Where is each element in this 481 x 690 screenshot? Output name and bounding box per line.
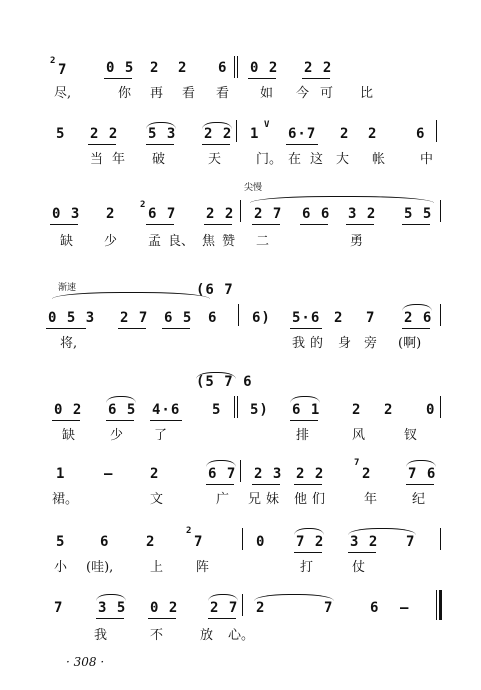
note: 0 5 [106, 60, 135, 76]
note: 1 [56, 466, 66, 482]
lyric: 看 [216, 86, 230, 101]
note: 5 [56, 534, 66, 550]
lyric: 门。 [256, 152, 283, 167]
grace-note: 2 [140, 200, 146, 210]
barline [436, 120, 437, 142]
lyric: 帐 [372, 152, 386, 167]
lyric: 我 [94, 628, 108, 643]
note: 4·6 [152, 402, 181, 418]
barline [440, 396, 441, 418]
slur [146, 122, 176, 129]
lyric: 二 [256, 234, 270, 249]
beam [300, 224, 328, 225]
note: 0 2 [54, 402, 83, 418]
beam [286, 144, 318, 145]
note: 0 [426, 402, 436, 418]
breath-mark: V [264, 120, 270, 130]
lyric: 他 [294, 492, 308, 507]
note: 2 [362, 466, 372, 482]
beam [402, 328, 430, 329]
note: 2 2 [90, 126, 119, 142]
beam [148, 618, 176, 619]
lyric: 将, [60, 336, 78, 351]
lyric: 兄 [248, 492, 262, 507]
note: 0 5 3 [48, 310, 96, 326]
lyric: 当 [90, 152, 104, 167]
barline [242, 594, 243, 616]
note: 6 7 [148, 206, 177, 222]
note: 2 [146, 534, 156, 550]
lyric: 再 [150, 86, 164, 101]
lyric: 看 [182, 86, 196, 101]
beam [118, 328, 146, 329]
note: 2 2 [296, 466, 325, 482]
lyric: 不 [150, 628, 164, 643]
note: 5·6 [292, 310, 321, 326]
beam [402, 224, 430, 225]
note: 7 [194, 534, 204, 550]
lyric: 仗 [352, 560, 366, 575]
note: 5 3 [148, 126, 177, 142]
note: 1 [250, 126, 260, 142]
lyric: 比 [360, 86, 374, 101]
beam [290, 420, 318, 421]
note: 7 [54, 600, 64, 616]
lyric: 纪 [412, 492, 426, 507]
slur [52, 292, 210, 299]
note: 7 [324, 600, 334, 616]
note: 2 [178, 60, 188, 76]
tempo-marking: 渐速 [58, 283, 77, 293]
slur [348, 528, 416, 535]
note: 2 2 [304, 60, 333, 76]
lyric: 赞 [222, 234, 236, 249]
beam [348, 552, 376, 553]
lyric: 上 [150, 560, 164, 575]
tempo-marking: 尖慢 [244, 183, 263, 193]
lyric: 打 [300, 560, 314, 575]
music-system-3 [0, 180, 481, 260]
note: 3 2 [348, 206, 377, 222]
grace-note: 7 [354, 458, 360, 468]
note: (6 7 [196, 282, 234, 298]
beam [146, 224, 174, 225]
barline [238, 304, 239, 326]
note: 0 2 [150, 600, 179, 616]
beam [202, 144, 230, 145]
barline [440, 528, 441, 550]
beam [204, 224, 232, 225]
note: 6 [218, 60, 228, 76]
slur [202, 122, 232, 129]
note: 5) [250, 402, 269, 418]
beam [50, 224, 78, 225]
beam [252, 224, 280, 225]
note: 7 6 [408, 466, 437, 482]
note: 5 [56, 126, 66, 142]
note: — [104, 466, 114, 482]
beam [162, 328, 190, 329]
note: 5 [212, 402, 222, 418]
lyric: 破 [152, 152, 166, 167]
lyric: 了 [154, 428, 168, 443]
note: (5 7 6 [196, 374, 253, 390]
slur [290, 396, 320, 403]
lyric: 中 [420, 152, 434, 167]
beam [96, 618, 124, 619]
note: 2 [256, 600, 266, 616]
note: 2 2 [204, 126, 233, 142]
lyric: 在 [288, 152, 302, 167]
barline [440, 200, 441, 222]
beam [252, 484, 280, 485]
note: 6 [208, 310, 218, 326]
final-barline [436, 590, 437, 620]
lyric: 良、 [168, 234, 195, 249]
slur [294, 528, 324, 535]
lyric: 缺 [62, 428, 76, 443]
lyric: 年 [112, 152, 126, 167]
beam [294, 552, 322, 553]
note: 2 [340, 126, 350, 142]
beam [88, 144, 116, 145]
slur [208, 594, 238, 601]
lyric: 广 [216, 492, 230, 507]
lyric: 们 [312, 492, 326, 507]
barline [237, 396, 238, 418]
barline [242, 528, 243, 550]
lyric: 放 [200, 628, 214, 643]
slur [106, 396, 136, 403]
grace-note: 2 [186, 526, 192, 536]
lyric: 的 [310, 336, 324, 351]
music-system-4 [0, 272, 481, 352]
note: 6 [100, 534, 110, 550]
barline [240, 200, 241, 222]
music-system-5 [0, 374, 481, 454]
lyric: 旁 [364, 336, 378, 351]
lyric: 勇 [350, 234, 364, 249]
note: 2 7 [254, 206, 283, 222]
beam [46, 328, 86, 329]
beam [150, 420, 182, 421]
lyric: 少 [104, 234, 118, 249]
slur [406, 460, 436, 467]
barline [234, 396, 235, 418]
note: 6 1 [292, 402, 321, 418]
note: 7 [58, 62, 68, 78]
barline [440, 304, 441, 326]
beam [302, 78, 330, 79]
lyric: 如 [260, 86, 274, 101]
lyric: 裙。 [52, 492, 79, 507]
note: 6 6 [302, 206, 331, 222]
lyric: 孟 [148, 234, 162, 249]
beam [106, 420, 134, 421]
lyric: 我 [292, 336, 306, 351]
note: 6) [252, 310, 271, 326]
lyric: 缺 [60, 234, 74, 249]
note: 0 3 [52, 206, 81, 222]
lyric: 妹 [266, 492, 280, 507]
beam [294, 484, 322, 485]
note: 3 5 [98, 600, 127, 616]
note: 2 [150, 60, 160, 76]
lyric: 心。 [228, 628, 255, 643]
barline [234, 56, 235, 78]
slur [206, 460, 236, 467]
note: 6 7 [208, 466, 237, 482]
slur [96, 594, 126, 601]
lyric: (啊) [398, 336, 422, 351]
lyric: 身 [338, 336, 352, 351]
beam [208, 618, 236, 619]
lyric: 风 [352, 428, 366, 443]
lyric: 这 [310, 152, 324, 167]
page-number: · 308 · [66, 655, 105, 669]
note: 0 2 [250, 60, 279, 76]
note: — [400, 600, 410, 616]
lyric: 可 [320, 86, 334, 101]
slur [196, 372, 236, 379]
note: 2 [368, 126, 378, 142]
lyric: 少 [110, 428, 124, 443]
note: 2 [352, 402, 362, 418]
lyric: 天 [208, 152, 222, 167]
lyric: 尽, [54, 86, 72, 101]
note: 2 7 [210, 600, 239, 616]
note: 7 [366, 310, 376, 326]
beam [346, 224, 374, 225]
barline [237, 56, 238, 78]
lyric: 文 [150, 492, 164, 507]
lyric: 排 [296, 428, 310, 443]
grace-note: 2 [50, 56, 56, 66]
lyric: 钗 [404, 428, 418, 443]
lyric: (哇), [86, 560, 114, 575]
note: 6 [370, 600, 380, 616]
beam [104, 78, 132, 79]
lyric: 年 [364, 492, 378, 507]
beam [206, 484, 234, 485]
note: 5 5 [404, 206, 433, 222]
barline [240, 460, 241, 482]
barline [236, 120, 237, 142]
slur [250, 196, 434, 203]
lyric: 焦 [202, 234, 216, 249]
note: 6·7 [288, 126, 317, 142]
lyric: 今 [296, 86, 310, 101]
note: 2 [150, 466, 160, 482]
note: 6 [416, 126, 426, 142]
lyric: 大 [336, 152, 350, 167]
note: 0 [256, 534, 266, 550]
note: 2 [384, 402, 394, 418]
note: 2 2 [206, 206, 235, 222]
note: 3 2 [350, 534, 379, 550]
note: 6 5 [108, 402, 137, 418]
beam [52, 420, 80, 421]
music-system-7 [0, 520, 481, 600]
beam [146, 144, 174, 145]
note: 2 [334, 310, 344, 326]
note: 7 [406, 534, 416, 550]
lyric: 阵 [196, 560, 210, 575]
note: 2 3 [254, 466, 283, 482]
final-barline [439, 590, 442, 620]
note: 2 [106, 206, 116, 222]
slur [254, 594, 334, 601]
lyric: 你 [118, 86, 132, 101]
beam [290, 328, 322, 329]
note: 2 6 [404, 310, 433, 326]
note: 7 2 [296, 534, 325, 550]
beam [406, 484, 434, 485]
note: 6 5 [164, 310, 193, 326]
beam [248, 78, 276, 79]
lyric: 小 [54, 560, 68, 575]
slur [402, 304, 432, 311]
note: 2 7 [120, 310, 149, 326]
